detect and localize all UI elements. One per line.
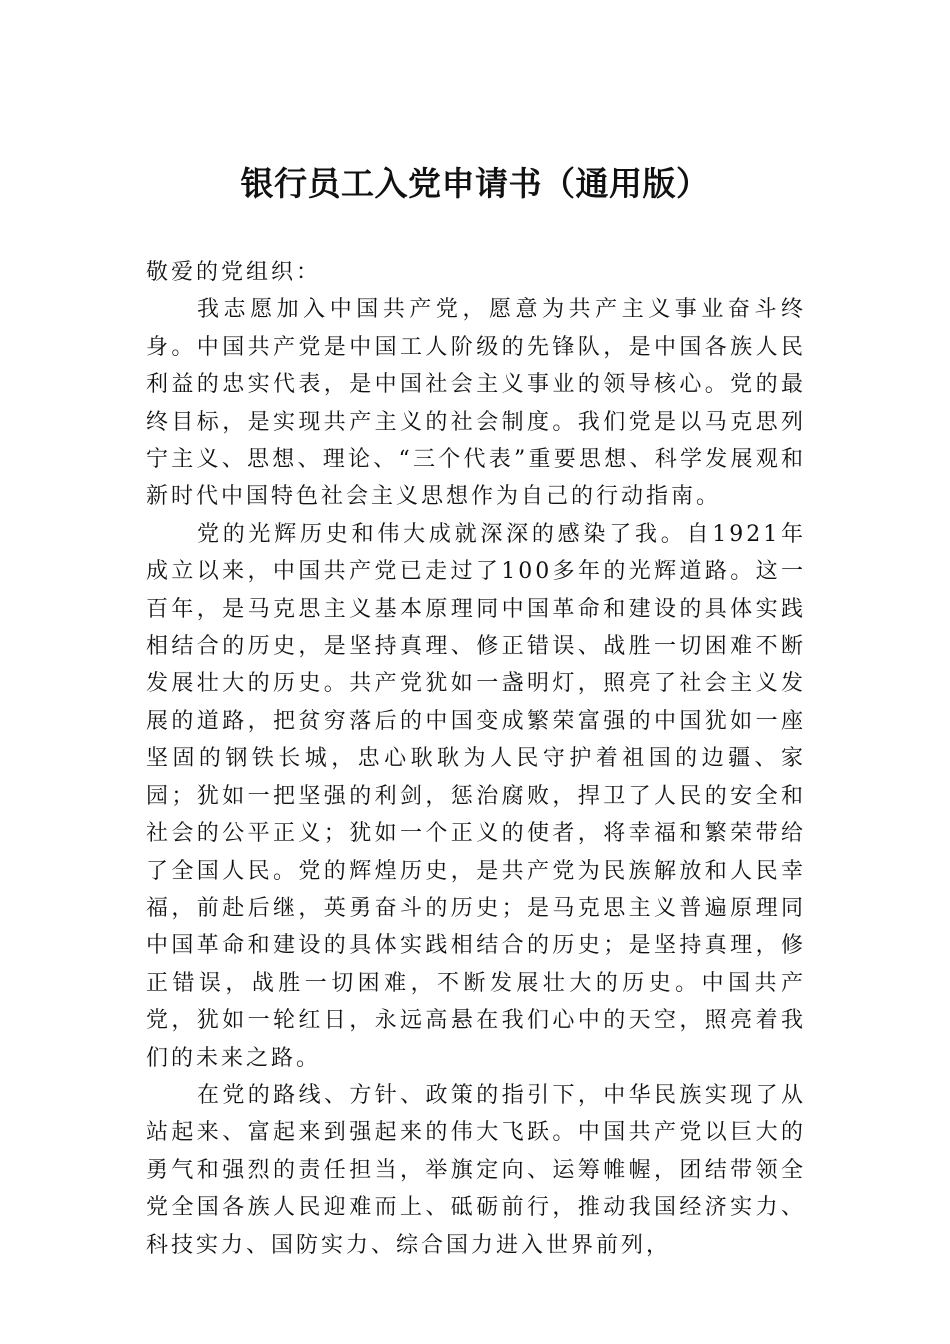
paragraph: 党的光辉历史和伟大成就深深的感染了我。自1921年成立以来，中国共产党已走过了100多年的光辉道路。这一百年，是马克思主义基本原理同中国革命和建设的具体实践相结合的历史，是坚持真理、修正错误、战胜一切困难不断发展壮大的历史。共产党犹如一盏明灯，照亮了社会主义发展的道路，把贫穷落后的中国变成繁荣富强的中国犹如一座坚固的钢铁长城，忠心耿耿为人民守护着祖国的边疆、家园；犹如一把坚强的利剑，惩治腐败，捍卫了人民的安全和社会的公平正义；犹如一个正义的使者，将幸福和繁荣带给了全国人民。党的辉煌历史，是共产党为民族解放和人民幸福，前赴后继，英勇奋斗的历史；是马克思主义普遍原理同中国革命和建设的具体实践相结合的历史；是坚持真理，修正错误，战胜一切困难，不断发展壮大的历史。中国共产党，犹如一轮红日，永远高悬在我们心中的天空，照亮着我们的未来之路。 <box>146 521 806 1071</box>
paragraph: 我志愿加入中国共产党，愿意为共产主义事业奋斗终身。中国共产党是中国工人阶级的先锋队，是中国各族人民利益的忠实代表，是中国社会主义事业的领导核心。党的最终目标，是实现共产主义的社会制度。我们党是以马克思列宁主义、思想、理论、“三个代表”重要思想、科学发展观和新时代中国特色社会主义思想作为自己的行动指南。 <box>146 297 806 510</box>
document-title: 银行员工入党申请书（通用版） <box>240 164 710 203</box>
document-body <box>146 254 806 1264</box>
paragraph: 在党的路线、方针、政策的指引下，中华民族实现了从站起来、富起来到强起来的伟大飞跃。中国共产党以巨大的勇气和强烈的责任担当，举旗定向、运筹帷幄，团结带领全党全国各族人民迎难而上、砥砺前行，推动我国经济实力、科技实力、国防实力、综合国力进入世界前列， <box>146 1082 806 1258</box>
salutation: 敬爱的党组织： <box>146 260 322 285</box>
